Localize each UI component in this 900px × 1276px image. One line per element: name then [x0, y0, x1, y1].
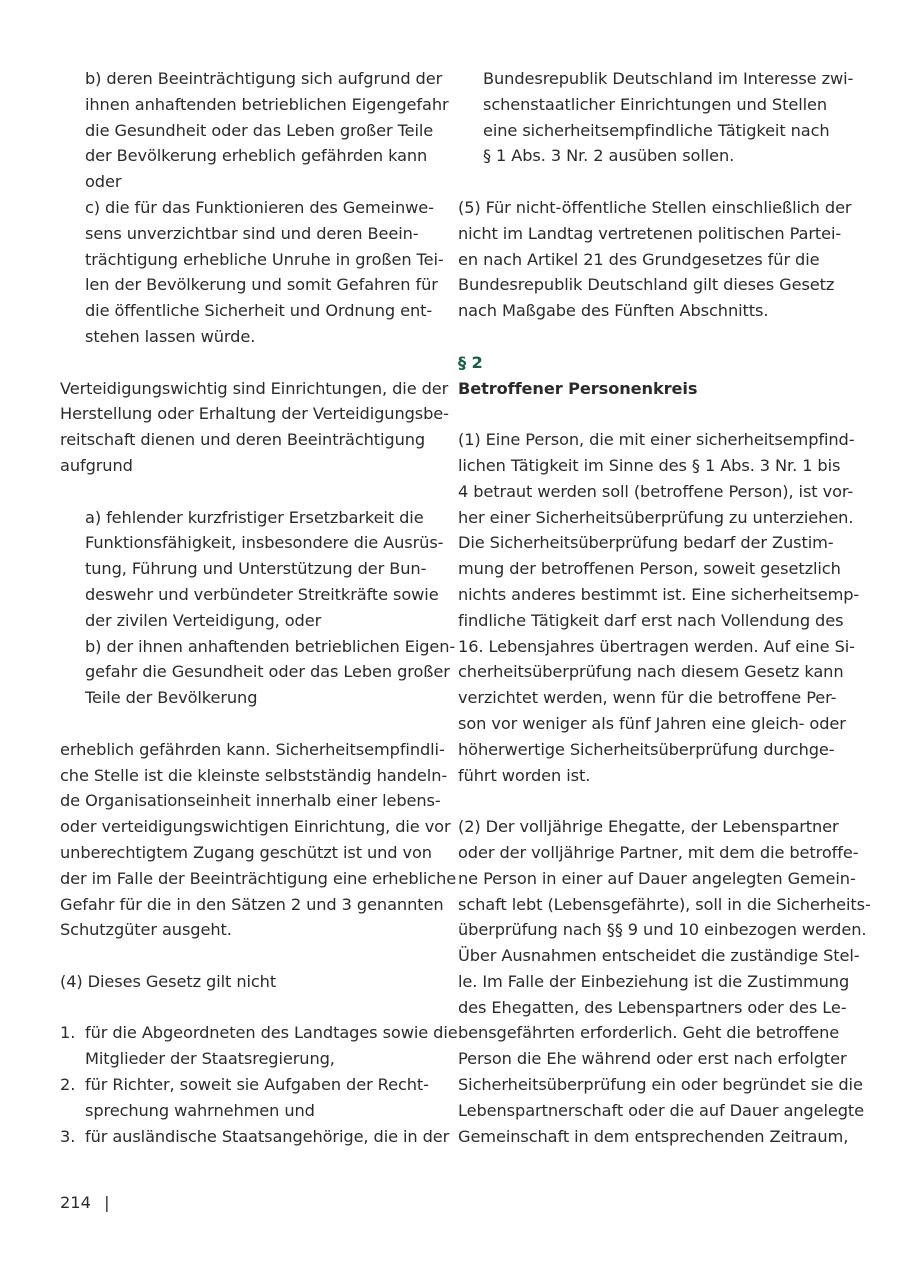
text-line: sens unverzichtbar sind und deren Beein- [85, 223, 419, 243]
text-line: reitschaft dienen und deren Beeinträchtigung [60, 430, 426, 450]
paragraph-1 [458, 427, 860, 788]
paragraph-5 [458, 195, 852, 324]
page-separator: | [104, 1193, 110, 1212]
section-title: Betroffener Personenkreis [458, 378, 698, 398]
text-line: gefahr die Gesundheit oder das Leben großer [85, 662, 450, 682]
text-line: (5) Für nicht-öffentliche Stellen einschließlich der [458, 197, 852, 217]
text-line: die Gesundheit oder das Leben großer Teile [85, 120, 434, 140]
section-number: § 2 [458, 352, 483, 372]
text-line: cherheitsüberprüfung nach diesem Gesetz kann [458, 662, 844, 682]
list-item [60, 1020, 458, 1072]
text-line: schenstaatlicher Einrichtungen und Stellen [483, 94, 828, 114]
text-line: mung der betroffenen Person, soweit gesetzlich [458, 559, 841, 579]
list-number: 1. [60, 1023, 76, 1043]
text-line: (2) Der volljährige Ehegatte, der Lebenspartner [458, 817, 839, 837]
right-column [458, 66, 871, 1149]
clause-b-c [60, 66, 449, 350]
spacer [60, 350, 432, 376]
text-line: che Stelle ist die kleinste selbstständig handeln- [60, 765, 448, 785]
text-line: ihnen anhaftenden betrieblichen Eigengefahr [85, 94, 449, 114]
spacer [458, 401, 830, 427]
spacer [60, 711, 432, 737]
text-line: der im Falle der Beeinträchtigung eine erhebliche [60, 868, 457, 888]
text-line: Bundesrepublik Deutschland gilt dieses Gesetz [458, 275, 835, 295]
text-line: oder verteidigungswichtigen Einrichtung, die vor [60, 817, 451, 837]
text-line: bensgefährten erforderlich. Geht die betroffene [458, 1023, 840, 1043]
text-line: (1) Eine Person, die mit einer sicherheitsempfind- [458, 430, 855, 450]
spacer [60, 479, 432, 505]
clause-continuation [458, 66, 854, 169]
text-line: höherwertige Sicherheitsüberprüfung durchge- [458, 739, 835, 759]
list-item [60, 1124, 450, 1150]
text-line: unberechtigtem Zugang geschützt ist und von [60, 842, 432, 862]
text-line: de Organisationseinheit innerhalb einer lebens- [60, 791, 441, 811]
text-line: eine sicherheitsempfindliche Tätigkeit nach [483, 120, 830, 140]
text-line: Herstellung oder Erhaltung der Verteidigungsbe- [60, 404, 449, 424]
text-line: Teile der Bevölkerung [85, 688, 258, 708]
text-line: Funktionsfähigkeit, insbesondere die Ausrüs- [85, 533, 444, 553]
spacer [60, 995, 432, 1021]
text-line: der zivilen Verteidigung, oder [85, 610, 322, 630]
text-line: findliche Tätigkeit darf erst nach Vollendung des [458, 610, 844, 630]
text-line: Die Sicherheitsüberprüfung bedarf der Zustim- [458, 533, 834, 553]
text-line: für ausländische Staatsangehörige, die in der [85, 1126, 450, 1146]
page-footer [60, 1193, 110, 1212]
paragraph-sicherheitsempfindliche-stelle [60, 737, 457, 943]
text-line: b) deren Beeinträchtigung sich aufgrund der [85, 69, 443, 88]
text-line: 16. Lebensjahres übertragen werden. Auf eine Si- [458, 636, 855, 656]
list-item [60, 1072, 432, 1124]
text-line: für die Abgeordneten des Landtages sowie die [85, 1023, 458, 1043]
text-line: lichen Tätigkeit im Sinne des § 1 Abs. 3 Nr. 1 bis [458, 455, 841, 475]
text-line: des Ehegatten, des Lebenspartners oder des Le- [458, 997, 847, 1017]
text-line: Lebenspartnerschaft oder die auf Dauer angelegte [458, 1100, 865, 1120]
text-line: trächtigung erhebliche Unruhe in großen Tei- [85, 249, 444, 269]
text-line: oder der volljährige Partner, mit dem die betroffe- [458, 842, 859, 862]
text-line: tung, Führung und Unterstützung der Bun- [85, 559, 427, 579]
text-line: 4 betraut werden soll (betroffene Person), ist vor- [458, 481, 854, 501]
text-line: en nach Artikel 21 des Grundgesetzes für die [458, 249, 820, 269]
text-line: Sicherheitsüberprüfung ein oder begründet sie die [458, 1075, 863, 1095]
paragraph-2 [458, 814, 871, 1149]
text-line: son vor weniger als fünf Jahren eine gleich- oder [458, 713, 846, 733]
text-line: len der Bevölkerung und somit Gefahren für [85, 275, 438, 295]
text-line: Gefahr für die in den Sätzen 2 und 3 genannten [60, 894, 444, 914]
list-number: 3. [60, 1126, 76, 1146]
spacer [458, 169, 830, 195]
text-line: verzichtet werden, wenn für die betroffene Per- [458, 688, 837, 708]
spacer [60, 943, 432, 969]
spacer [458, 324, 830, 350]
text-line: nichts anderes bestimmt ist. Eine sicherheitsemp- [458, 584, 860, 604]
text-line: c) die für das Funktionieren des Gemeinwe- [85, 197, 434, 217]
list-number: 2. [60, 1075, 76, 1095]
text-line: nach Maßgabe des Fünften Abschnitts. [458, 301, 769, 321]
text-line: Schutzgüter ausgeht. [60, 920, 232, 940]
text-line: erheblich gefährden kann. Sicherheitsempfindli- [60, 739, 445, 759]
text-line: aufgrund [60, 455, 133, 475]
text-line: Bundesrepublik Deutschland im Interesse zwi- [483, 69, 854, 88]
text-line: nicht im Landtag vertretenen politischen Partei- [458, 223, 842, 243]
text-line: § 1 Abs. 3 Nr. 2 ausüben sollen. [483, 146, 735, 166]
clause-a-b [60, 505, 456, 711]
text-line: oder [85, 172, 122, 192]
text-line: Mitglieder der Staatsregierung, [85, 1049, 335, 1069]
text-line: überprüfung nach §§ 9 und 10 einbezogen werden. [458, 920, 867, 940]
text-line: her einer Sicherheitsüberprüfung zu unterziehen. [458, 507, 854, 527]
exclusion-list [60, 1020, 458, 1149]
text-line: der Bevölkerung erheblich gefährden kann [85, 146, 428, 166]
text-line: a) fehlender kurzfristiger Ersetzbarkeit die [85, 507, 424, 527]
text-line: Person die Ehe während oder erst nach erfolgter [458, 1049, 847, 1069]
text-line: schaft lebt (Lebensgefährte), soll in die Sicherheits- [458, 894, 871, 914]
text-line: b) der ihnen anhaftenden betrieblichen Eigen- [85, 636, 456, 656]
spacer [458, 788, 830, 814]
text-line: führt worden ist. [458, 765, 591, 785]
left-column [60, 66, 458, 1149]
text-line: stehen lassen würde. [85, 326, 256, 346]
text-line: die öffentliche Sicherheit und Ordnung ent- [85, 301, 433, 321]
page-number: 214 [60, 1193, 91, 1212]
text-line: Verteidigungswichtig sind Einrichtungen, die der [60, 378, 449, 398]
text-line: deswehr und verbündeter Streitkräfte sowie [85, 584, 439, 604]
paragraph-verteidigungswichtig [60, 376, 449, 479]
paragraph-4-intro: (4) Dieses Gesetz gilt nicht [60, 971, 277, 991]
text-line: Gemeinschaft in dem entsprechenden Zeitraum, [458, 1126, 849, 1146]
text-line: Über Ausnahmen entscheidet die zuständige Stel- [458, 946, 860, 966]
text-line: le. Im Falle der Einbeziehung ist die Zustimmung [458, 971, 850, 991]
text-line: ne Person in einer auf Dauer angelegten Gemein- [458, 868, 856, 888]
text-line: für Richter, soweit sie Aufgaben der Recht- [85, 1075, 429, 1095]
text-line: sprechung wahrnehmen und [85, 1100, 315, 1120]
